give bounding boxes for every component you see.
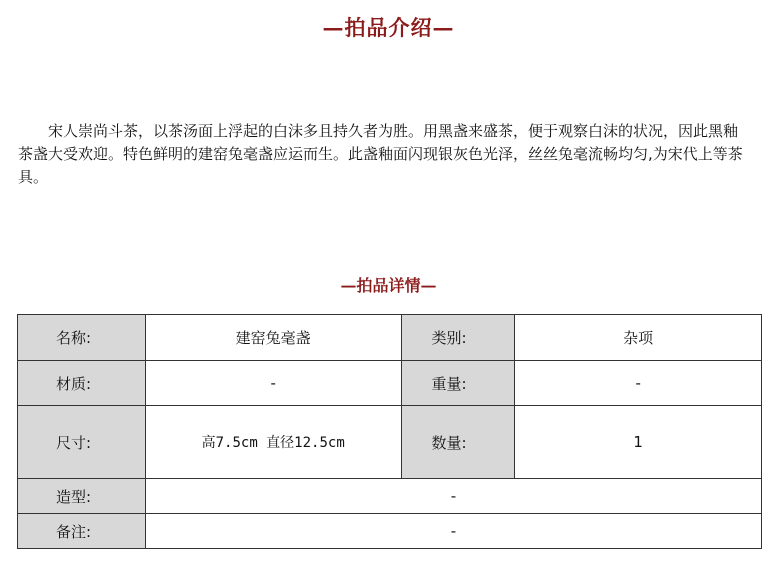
category-value: 杂项 — [515, 315, 762, 361]
weight-label: 重量: — [401, 361, 515, 406]
size-value: 高7.5cm 直径12.5cm — [145, 406, 401, 479]
material-value: - — [145, 361, 401, 406]
category-label: 类别: — [401, 315, 515, 361]
section-title-details: —拍品详情— — [340, 276, 437, 295]
shape-value: - — [145, 479, 761, 514]
size-label: 尺寸: — [18, 406, 146, 479]
notes-label: 备注: — [18, 514, 146, 549]
weight-value: - — [515, 361, 762, 406]
table-row — [18, 479, 762, 514]
table-row — [18, 514, 762, 549]
name-label: 名称: — [18, 315, 146, 361]
quantity-value: 1 — [515, 406, 762, 479]
details-table — [17, 314, 762, 549]
table-row — [18, 406, 762, 479]
notes-value: - — [145, 514, 761, 549]
shape-label: 造型: — [18, 479, 146, 514]
quantity-label: 数量: — [401, 406, 515, 479]
name-value: 建窑兔毫盏 — [145, 315, 401, 361]
material-label: 材质: — [18, 361, 146, 406]
section-title-intro: —拍品介绍— — [322, 15, 455, 40]
intro-paragraph: 宋人崇尚斗茶，以茶汤面上浮起的白沫多且持久者为胜。用黑盏来盛茶，便于观察白沫的状况，因此黑釉茶盏大受欢迎。特色鲜明的建窑兔毫盏应运而生。此盏釉面闪现银灰色光泽，丝丝兔毫流畅均匀,为宋代上等茶具。 — [18, 122, 743, 186]
table-row — [18, 361, 762, 406]
table-row — [18, 315, 762, 361]
